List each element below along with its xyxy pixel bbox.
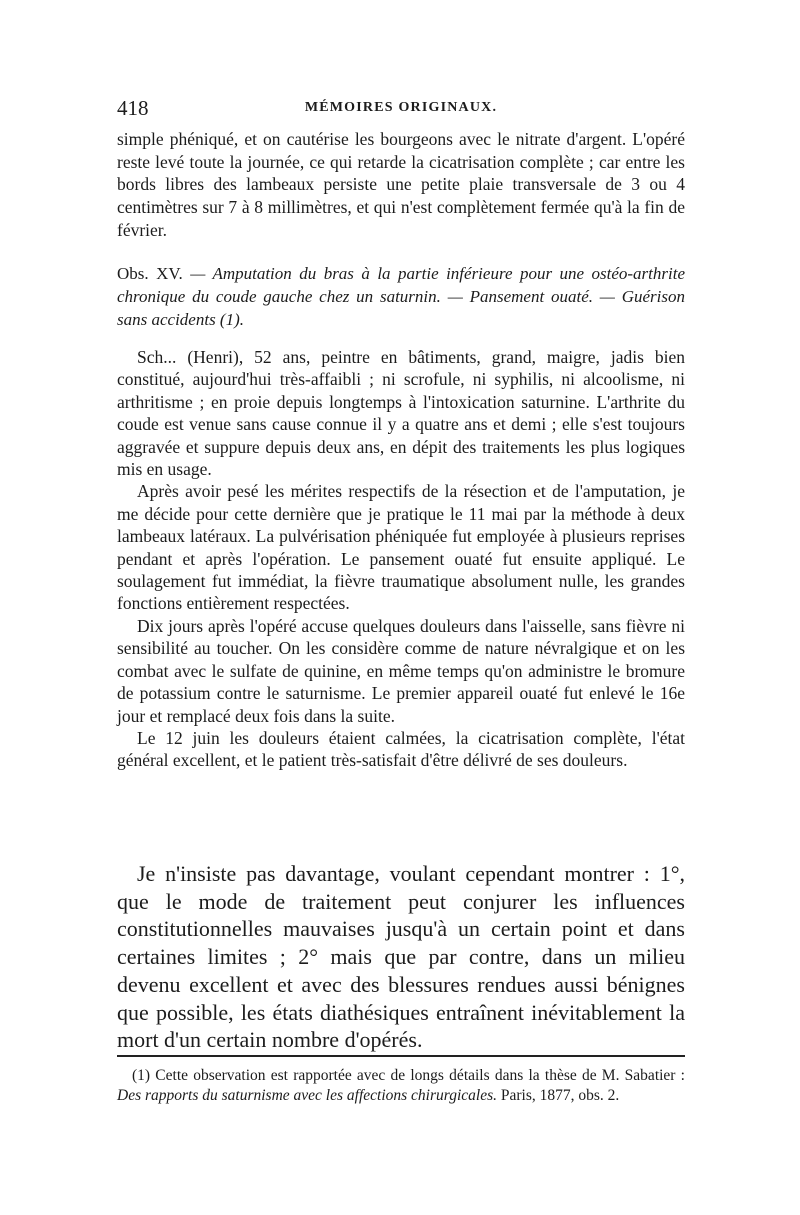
footnote-paragraph (117, 1066, 685, 1106)
footnote-divider (117, 1055, 685, 1057)
conclusion-paragraph: Je n'insiste pas davantage, voulant cependant montrer : 1°, que le mode de traitement peut conjurer les influences constitutionnelles mauvaises jusqu'à un certain point et dans certaines limites ; 2° mais que par contre, dans un milieu devenu excellent et avec des blessures rendues aussi bénignes que possible, les états diathésiques entraînent inévitablement la mort d'un certain nombre d'opérés. (117, 861, 685, 1053)
observation-paragraph: Le 12 juin les douleurs étaient calmées, la cicatrisation complète, l'état général excellent, et le patient très-satisfait d'être délivré de ses douleurs. (117, 727, 685, 771)
footnote-cited-title: Des rapports du saturnisme avec les affections chirurgicales. (117, 1087, 497, 1104)
continuation-paragraph: simple phéniqué, et on cautérise les bourgeons avec le nitrate d'argent. L'opéré reste levé toute la journée, ce qui retarde la cicatrisation complète ; car entre les bords libres des lambeaux persiste une petite plaie transversale de 3 ou 4 centimètres sur 7 à 8 millimètres, et qui n'est complètement fermée qu'à la fin de février. (117, 129, 685, 240)
observation-heading (117, 262, 685, 331)
page-header (117, 96, 685, 124)
page-number: 418 (117, 96, 149, 120)
footnote-lead: (1) Cette observation est rapportée avec de longs détails dans la thèse de M. Sabatier : (132, 1067, 685, 1084)
observation-paragraph: Dix jours après l'opéré accuse quelques douleurs dans l'aisselle, sans fièvre ni sensibilité au toucher. On les considère comme de nature névralgique et on les combat avec le sulfate de quinine, en même temps qu'on administre le bromure de potassium contre le saturnisme. Le premier appareil ouaté fut enlevé le 16e jour et remplacé deux fois dans la suite. (117, 615, 685, 726)
observation-body (117, 346, 685, 772)
observation-number: Obs. XV. (117, 264, 183, 283)
footnote (117, 1066, 685, 1106)
observation-paragraph: Sch... (Henri), 52 ans, peintre en bâtiments, grand, maigre, jadis bien constitué, aujourd'hui très-affaibli ; ni scrofule, ni syphilis, ni alcoolisme, ni arthritisme ; en proie depuis longtemps à l'intoxication saturnine. L'arthrite du coude est venue sans cause connue il y a quatre ans et demi ; elle s'est toujours aggravée et suppure depuis deux ans, en dépit des traitements les plus logiques mis en usage. (117, 347, 685, 480)
observation-paragraph: Après avoir pesé les mérites respectifs de la résection et de l'amputation, je me décide pour cette dernière que je pratique le 11 mai par la méthode à deux lambeaux latéraux. La pulvérisation phéniquée fut employée à plusieurs reprises pendant et après l'opération. Le pansement ouaté fut ensuite appliqué. Le soulagement fut immédiat, la fièvre traumatique absolument nulle, les grandes fonctions entièrement respectées. (117, 481, 685, 614)
running-head: MÉMOIRES ORIGINAUX. (304, 100, 498, 115)
conclusion-block (117, 860, 685, 1054)
continuation-text (117, 128, 685, 242)
footnote-tail: Paris, 1877, obs. 2. (500, 1087, 620, 1104)
observation-title: — Amputation du bras à la partie inférieure pour une ostéo-arthrite chronique du coude gauche chez un saturnin. — Pansement ouaté. — Guérison sans accidents (1). (117, 264, 686, 329)
